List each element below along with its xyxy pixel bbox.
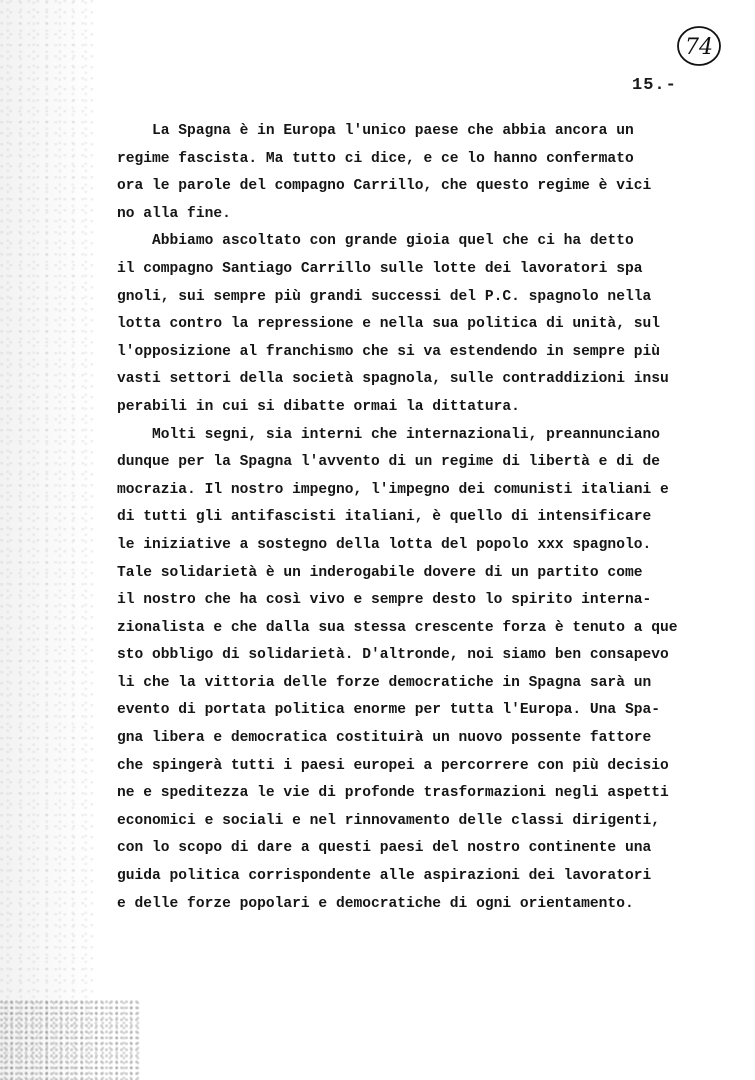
- text-line: Molti segni, sia interni che internazionali, preannunciano: [117, 426, 660, 443]
- text-line: con lo scopo di dare a questi paesi del nostro continente una: [117, 840, 652, 857]
- text-line: Abbiamo ascoltato con grande gioia quel che ci ha detto: [117, 233, 634, 250]
- text-line: zionalista e che dalla sua stessa crescente forza è tenuto a que: [117, 619, 678, 636]
- text-line: e delle forze popolari e democratiche di ogni orientamento.: [117, 895, 634, 912]
- text-line: il nostro che ha così vivo e sempre desto lo spirito interna-: [117, 592, 652, 609]
- text-line: sto obbligo di solidarietà. D'altronde, noi siamo ben consapevo: [117, 647, 669, 664]
- scan-edge-noise: [0, 0, 95, 1080]
- text-line: li che la vittoria delle forze democratiche in Spagna sarà un: [117, 674, 652, 691]
- text-line: le iniziative a sostegno della lotta del popolo xxx spagnolo.: [117, 536, 652, 553]
- circled-archive-number: [674, 22, 724, 72]
- typewritten-body: [117, 118, 717, 918]
- text-line: Tale solidarietà è un inderogabile dovere di un partito come: [117, 564, 643, 581]
- text-line: guida politica corrispondente alle aspirazioni dei lavoratori: [117, 868, 652, 885]
- archive-number: 74: [685, 35, 713, 60]
- text-line: evento di portata politica enorme per tutta l'Europa. Una Spa-: [117, 702, 660, 719]
- text-line: economici e sociali e nel rinnovamento delle classi dirigenti,: [117, 812, 660, 829]
- text-line: ora le parole del compagno Carrillo, che questo regime è vici: [117, 178, 652, 195]
- page-number: 15.-: [632, 76, 677, 95]
- text-line: mocrazia. Il nostro impegno, l'impegno dei comunisti italiani e: [117, 481, 669, 498]
- text-line: vasti settori della società spagnola, sulle contraddizioni insu: [117, 371, 669, 388]
- text-line: gnoli, sui sempre più grandi successi del P.C. spagnolo nella: [117, 288, 652, 305]
- text-line: lotta contro la repressione e nella sua politica di unità, sul: [117, 316, 660, 333]
- text-line: l'opposizione al franchismo che si va estendendo in sempre più: [117, 343, 660, 360]
- text-line: dunque per la Spagna l'avvento di un regime di libertà e di de: [117, 454, 660, 471]
- text-line: ne e speditezza le vie di profonde trasformazioni negli aspetti: [117, 785, 669, 802]
- text-line: regime fascista. Ma tutto ci dice, e ce lo hanno confermato: [117, 150, 634, 167]
- text-line: perabili in cui si dibatte ormai la dittatura.: [117, 398, 520, 415]
- text-line: La Spagna è in Europa l'unico paese che abbia ancora un: [117, 123, 634, 139]
- text-line: gna libera e democratica costituirà un nuovo possente fattore: [117, 730, 652, 747]
- text-line: no alla fine.: [117, 205, 231, 222]
- text-line: il compagno Santiago Carrillo sulle lotte dei lavoratori spa: [117, 260, 643, 277]
- text-line: di tutti gli antifascisti italiani, è quello di intensificare: [117, 509, 652, 526]
- scan-corner-noise: [0, 1000, 140, 1080]
- text-line: che spingerà tutti i paesi europei a percorrere con più decisio: [117, 757, 669, 774]
